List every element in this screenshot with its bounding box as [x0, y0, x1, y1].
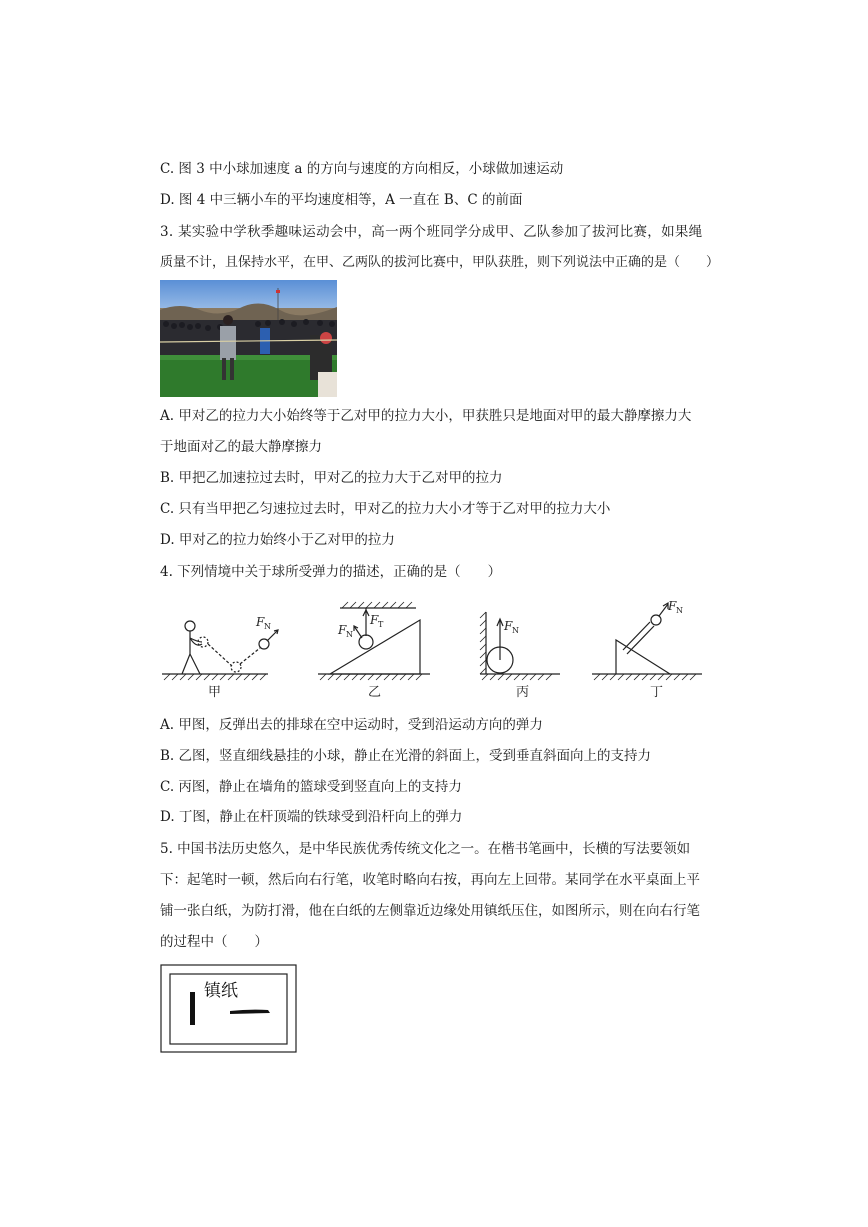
q3-option-a-line1: A. 甲对乙的拉力大小始终等于乙对甲的拉力大小，甲获胜只是地面对甲的最大静摩擦力大: [160, 408, 692, 424]
panel-ding: [592, 603, 702, 680]
q4-option-c: C. 丙图，静止在墙角的篮球受到竖直向上的支持力: [160, 779, 462, 795]
paperweight-label: 镇纸: [204, 981, 238, 1001]
panel-jia: [162, 621, 278, 680]
q4-option-b: B. 乙图，竖直细线悬挂的小球，静止在光滑的斜面上，受到垂直斜面向上的支持力: [160, 748, 652, 764]
fn-label-yi: F: [338, 623, 347, 637]
paperweight-diagram: [160, 964, 298, 1053]
ft-label-yi: F: [370, 613, 379, 627]
tug-of-war-photo: [160, 280, 337, 397]
svg-text:N: N: [512, 626, 519, 635]
svg-text:N: N: [676, 606, 683, 615]
fn-label-bing: F: [504, 619, 513, 633]
q2-option-c: C. 图 3 中小球加速度 a 的方向与速度的方向相反，小球做加速运动: [160, 161, 564, 177]
svg-text:N: N: [346, 630, 353, 639]
svg-text:N: N: [264, 622, 271, 631]
q3-option-b: B. 甲把乙加速拉过去时，甲对乙的拉力大于乙对甲的拉力: [160, 470, 503, 486]
q3-stem-line1: 3. 某实验中学秋季趣味运动会中，高一两个班同学分成甲、乙队参加了拔河比赛，如果绳: [160, 224, 703, 240]
panel-bing: [480, 612, 560, 680]
q2-option-d: D. 图 4 中三辆小车的平均速度相等，A 一直在 B、C 的前面: [160, 192, 523, 208]
label-yi: 乙: [368, 685, 382, 700]
q5-stem-line2: 下：起笔时一顿，然后向右行笔，收笔时略向右按，再向左上回带。某同学在水平桌面上平: [160, 872, 700, 888]
label-ding: 丁: [650, 685, 664, 700]
q4-stem: 4. 下列情境中关于球所受弹力的描述，正确的是（ ）: [160, 564, 502, 580]
q5-stem-line4: 的过程中（ ）: [160, 934, 268, 950]
label-bing: 丙: [516, 685, 530, 700]
q3-option-c: C. 只有当甲把乙匀速拉过去时，甲对乙的拉力大小才等于乙对甲的拉力大小: [160, 501, 611, 517]
q4-option-d: D. 丁图，静止在杆顶端的铁球受到沿杆向上的弹力: [160, 809, 463, 825]
q4-option-a: A. 甲图，反弹出去的排球在空中运动时，受到沿运动方向的弹力: [160, 717, 543, 733]
q3-option-d: D. 甲对乙的拉力始终小于乙对甲的拉力: [160, 532, 395, 548]
fn-label-jia: F: [256, 615, 265, 629]
q5-stem-line1: 5. 中国书法历史悠久，是中华民族优秀传统文化之一。在楷书笔画中，长横的写法要领如: [160, 841, 691, 857]
q3-stem-line2: 质量不计，且保持水平，在甲、乙两队的拔河比赛中，甲队获胜，则下列说法中正确的是（ ）: [160, 255, 720, 270]
q4-force-diagram: [160, 596, 710, 706]
q5-stem-line3: 铺一张白纸，为防打滑，他在白纸的左侧靠近边缘处用镇纸压住，如图所示，则在向右行笔: [160, 903, 700, 919]
fn-label-ding: F: [668, 599, 677, 613]
q3-option-a-line2: 于地面对乙的最大静摩擦力: [160, 439, 322, 455]
svg-text:T: T: [378, 620, 384, 629]
label-jia: 甲: [208, 685, 222, 700]
